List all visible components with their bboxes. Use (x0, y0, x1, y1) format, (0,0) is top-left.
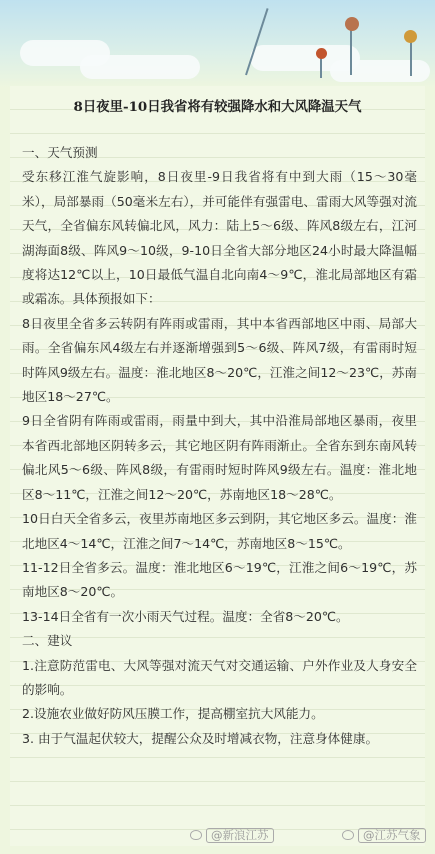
forecast-paragraph: 8日夜里全省多云转阴有阵雨或雷雨，其中本省西部地区中雨、局部大雨。全省偏东风4级左右并逐渐增强到5～6级、阵风7级，有雷雨时短时阵风9级左右。温度：淮北地区8～20℃，江淮之间12～23℃，苏南地区18～27℃。 (22, 315, 417, 405)
watermark-name: @江苏气象 (358, 828, 426, 843)
cloud-decoration (80, 55, 200, 79)
article-paper (10, 86, 425, 846)
section-heading-forecast: 一、天气预测 (22, 145, 98, 160)
flag-stick-icon (410, 38, 412, 76)
weibo-watermark (342, 828, 426, 843)
flag-stick-icon (350, 25, 352, 75)
forecast-paragraph: 11-12日全省多云。温度：淮北地区6～19℃，江淮之间6～19℃，苏南地区8～20℃。 (22, 559, 417, 600)
decorative-header-banner (0, 0, 435, 88)
forecast-paragraph: 9日全省阴有阵雨或雷雨，雨量中到大，其中沿淮局部地区暴雨，夜里本省西北部地区阴转多云，其它地区阴有阵雨渐止。全省东到东南风转偏北风5～6级、阵风8级，有雷雨时短时阵风9级左右。温度：淮北地区8～11℃，江淮之间12～20℃，苏南地区18～28℃。 (22, 413, 417, 502)
advice-item: 1.注意防范雷电、大风等强对流天气对交通运输、户外作业及人身安全的影响。 (22, 657, 417, 697)
balloon-icon (404, 30, 417, 43)
weibo-watermark (190, 828, 274, 843)
advice-item: 2.设施农业做好防风压膜工作，提高棚室抗大风能力。 (22, 706, 324, 722)
balloon-icon (345, 17, 359, 31)
forecast-paragraph: 受东移江淮气旋影响，8日夜里-9日我省将有中到大雨（15～30毫米），局部暴雨（50毫米左右），并可能伴有强雷电、雷雨大风等强对流天气，全省偏东风转偏北风，风力：陆上5～6级、阵风8级左右，江河湖海面8级、阵风9～10级，9-10日全省大部分地区24小时最大降温幅度将达12℃以上，10日最低气温自北向南4～9℃，淮北局部地区有霜或霜冻。具体预报如下： (22, 169, 417, 307)
advice-item: 3. 由于气温起伏较大，提醒公众及时增减衣物，注意身体健康。 (22, 730, 379, 746)
watermark-name: @新浪江苏 (206, 828, 274, 843)
article-content (22, 141, 417, 751)
article-title: 8日夜里-10日我省将有较强降水和大风降温天气 (73, 99, 362, 115)
forecast-paragraph: 13-14日全省有一次小雨天气过程。温度：全省8～20℃。 (22, 608, 349, 624)
weibo-logo-icon (342, 830, 354, 840)
balloon-icon (316, 48, 327, 59)
section-heading-advice: 二、建议 (22, 633, 73, 649)
weibo-logo-icon (190, 830, 202, 840)
cloud-decoration (330, 60, 430, 82)
forecast-paragraph: 10日白天全省多云，夜里苏南地区多云到阴，其它地区多云。温度：淮北地区4～14℃，江淮之间7～14℃，苏南地区8～15℃。 (22, 511, 417, 551)
